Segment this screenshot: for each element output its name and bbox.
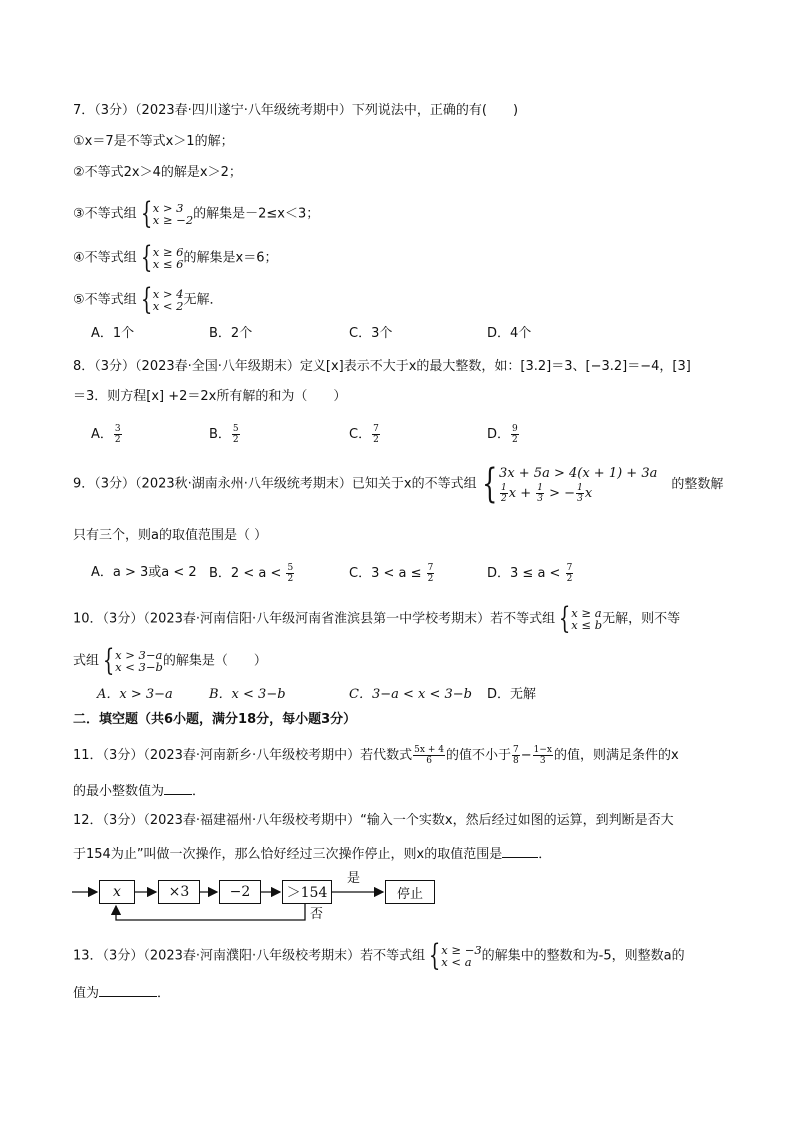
q10-option-a: A．x > 3−a <box>97 687 173 702</box>
section-heading: 二．填空题（共6小题，满分18分，每小题3分） <box>73 712 357 727</box>
system-row: x ≤ b <box>571 618 603 632</box>
fraction-denominator: 8 <box>512 756 519 766</box>
option-label: C． <box>349 427 372 442</box>
system-row: x ≥ a <box>571 606 602 620</box>
q10-prefix: 10．（3分）（2023春·河南信阳·八年级河南省淮滨县第一中学校考期末）若不等式组 <box>73 611 556 627</box>
q8-line-2: ＝3．则方程[x] +2＝2x所有解的和为（ ） <box>73 389 347 404</box>
q8-line-1: 8．（3分）（2023春·全国·八年级期末）定义[x]表示不大于x的最大整数，如：[3.2]＝3、[−3.2]＝−4，[3] <box>73 359 691 374</box>
q13-line-1 <box>73 938 685 973</box>
option-text: D．3 ≤ a < <box>487 566 565 581</box>
fraction-denominator: 2 <box>232 435 239 445</box>
inequality-system: { x ≥ 6 x ≤ 6 <box>140 240 184 275</box>
option-text: C．3 < a ≤ <box>349 566 426 581</box>
flow-multiply-box: ×3 <box>158 880 200 904</box>
system-row: x ≤ 6 <box>152 257 184 271</box>
flow-no-label: 否 <box>310 907 324 922</box>
q7-item-1: ①x＝7是不等式x＞1的解； <box>73 134 234 149</box>
q12-line-1: 12．（3分）（2023春·福建福州·八年级校考期中）“输入一个实数x，然后经过如图的运算，到判断是否大 <box>73 813 674 828</box>
q13-prefix: 13．（3分）（2023春·河南濮阳·八年级校考期末）若不等式组 <box>73 948 426 964</box>
fraction: $\frac{1}{3}$ <box>537 482 544 504</box>
fraction-numerator: 7 <box>512 745 519 755</box>
q10-option-b: B．x < 3−b <box>209 687 286 702</box>
fraction-denominator: 2 <box>373 435 379 445</box>
system-row-part: x + <box>508 485 536 501</box>
fraction-numerator: 9 <box>512 424 518 434</box>
q13-line-2-text: 值为 <box>73 986 100 1001</box>
fraction-denominator: 6 <box>426 756 432 766</box>
q7-option-c: C．3个 <box>349 326 393 341</box>
q11-line-2-text: 的最小整数值为 <box>73 784 165 799</box>
fraction-denominator: 3 <box>539 756 546 766</box>
fraction-numerator: 7 <box>427 563 434 573</box>
q7-option-b: B．2个 <box>209 326 253 341</box>
q9-suffix: 的整数解 <box>671 476 724 492</box>
inequality-system: { 3x + 5a > 4(x + 1) + 3a $\frac{1}{2}$ x + $\frac{1}{3}$ > − $\frac{1}{3}$ x <box>481 461 658 507</box>
system-row: x < 3−b <box>115 660 163 674</box>
q7-option-a: A．1个 <box>91 326 135 341</box>
fraction-denominator: 2 <box>287 574 294 584</box>
fraction: $\frac{1}{2}$ <box>501 482 507 504</box>
q9-line-2: 只有三个，则a的取值范围是（ ） <box>73 528 268 543</box>
inequality-system: { x ≥ −3 x < a <box>428 938 482 973</box>
q11-suffix: 的值，则满足条件的x <box>553 748 679 763</box>
fraction-numerator: 7 <box>373 424 379 434</box>
flow-subtract-box: −2 <box>219 880 261 904</box>
q11-middle: 的值不小于 <box>445 748 511 763</box>
q7-item-4-suffix: 的解集是x＝6； <box>183 250 278 266</box>
inequality-system: { x > 4 x < 2 <box>140 282 184 317</box>
q12-line-2: 于154为止”叫做一次操作，那么恰好经过三次操作停止，则x的取值范围是 ． <box>73 843 551 865</box>
option-label: B． <box>209 427 231 442</box>
q12-line-2-text: 于154为止”叫做一次操作，那么恰好经过三次操作停止，则x的取值范围是 <box>73 847 503 862</box>
system-row: x > 3 <box>152 201 184 215</box>
q10-option-c: C．3−a < x < 3−b <box>349 687 472 702</box>
q10-middle: 无解，则不等 <box>602 611 681 627</box>
system-row: x ≥ 6 <box>152 245 184 259</box>
q7-stem: 7．（3分）（2023春·四川遂宁·八年级统考期中）下列说法中，正确的有( ) <box>73 103 519 118</box>
q11-line-2: 的最小整数值为 ． <box>73 780 205 802</box>
q7-item-2: ②不等式2x＞4的解是x＞2； <box>73 165 242 180</box>
fraction-numerator: 1−x <box>533 745 552 755</box>
fraction-denominator: 2 <box>512 435 518 445</box>
q11-prefix: 11．（3分）（2023春·河南新乡·八年级校考期中）若代数式 <box>73 748 413 763</box>
flow-stop-box: 停止 <box>385 880 435 904</box>
minus-sign: − <box>520 748 532 763</box>
fraction-numerator: 3 <box>114 424 121 434</box>
q13-suffix: 的解集中的整数和为-5，则整数a的 <box>481 948 685 964</box>
q7-item-4-prefix: ④不等式组 <box>73 250 137 266</box>
inequality-system: { x > 3 x ≥ −2 <box>140 196 194 231</box>
q10-line-2-prefix: 式组 <box>73 653 100 669</box>
q7-item-3-suffix: 的解集是－2≤x＜3； <box>193 206 320 222</box>
system-row: x ≥ −2 <box>152 213 194 227</box>
system-row-part: > − <box>545 485 576 501</box>
system-row: x ≥ −3 <box>441 943 482 957</box>
fraction-denominator: 2 <box>427 574 434 584</box>
fraction-denominator: 2 <box>114 435 121 445</box>
q7-item-5-suffix: 无解． <box>183 292 223 308</box>
system-row: 3x + 5a > 4(x + 1) + 3a <box>499 465 658 481</box>
q9-option-a: A．a > 3或a < 2 <box>91 565 197 580</box>
q7-option-d: D．4个 <box>487 326 532 341</box>
fraction-denominator: 2 <box>566 574 573 584</box>
q7-item-5-prefix: ⑤不等式组 <box>73 292 137 308</box>
system-row: x > 4 <box>152 287 184 301</box>
inequality-system: { x > 3−a x < 3−b <box>102 643 163 678</box>
flow-condition-box: ＞154 <box>282 880 332 904</box>
answer-blank[interactable] <box>99 982 157 997</box>
flow-yes-label: 是 <box>347 871 361 886</box>
fraction: $\frac{1}{3}$ <box>577 482 583 504</box>
system-row: x < 2 <box>152 299 184 313</box>
option-label: A． <box>91 427 113 442</box>
fraction-numerator: 7 <box>566 563 573 573</box>
q10-line-2-suffix: 的解集是（ ） <box>162 653 267 669</box>
option-text: B．2 < a < <box>209 566 286 581</box>
q10-option-d: D．无解 <box>487 687 537 702</box>
system-row-part: x <box>584 485 593 501</box>
fraction-numerator: 5 <box>232 424 239 434</box>
q13-line-2: 值为 ． <box>73 982 170 1004</box>
system-row: x < a <box>441 955 472 969</box>
flow-arrow-no <box>116 904 305 920</box>
q9-prefix: 9．（3分）（2023秋·湖南永州·八年级统考期末）已知关于x的不等式组 <box>73 476 477 492</box>
inequality-system: { x ≥ a x ≤ b <box>558 601 603 636</box>
q7-item-3-prefix: ③不等式组 <box>73 206 137 222</box>
system-row: x > 3−a <box>115 648 163 662</box>
flow-input-box: x <box>99 880 135 904</box>
fraction-numerator: 5x + 4 <box>414 745 444 755</box>
option-label: D． <box>487 427 511 442</box>
fraction-numerator: 5 <box>287 563 294 573</box>
